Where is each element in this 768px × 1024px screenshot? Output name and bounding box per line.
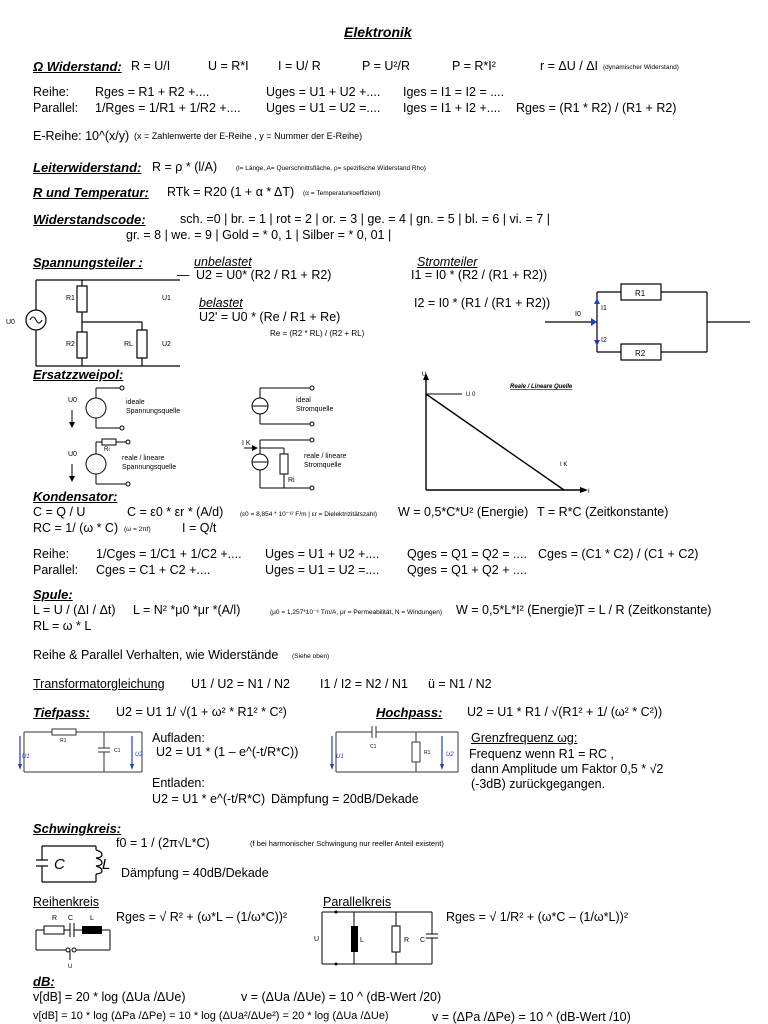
formula: Uges = U1 = U2 =.... <box>265 563 380 577</box>
formula: ü = N1 / N2 <box>428 677 492 691</box>
ideale-spannungsquelle <box>66 384 181 434</box>
formula: Qges = Q1 = Q2 = .... <box>407 547 527 561</box>
formula: Rges = √ R² + (ω*L – (1/ω*C))² <box>116 910 288 924</box>
spannungsteiler-heading: Spannungsteiler : <box>33 255 143 270</box>
widerstand-heading: Ω Widerstand: <box>33 59 122 74</box>
belastet-label: belastet <box>199 296 243 310</box>
note: (dynamischer Widerstand) <box>603 64 679 71</box>
formula: R = U/I <box>131 59 171 73</box>
formula: L = U / (ΔI / Δt) <box>33 603 116 617</box>
c-label: C1 <box>114 748 121 754</box>
note: (x = Zahlenwerte der E-Reihe , y = Nummer der E-Reihe) <box>134 131 363 141</box>
formula: RL = ω * L <box>33 619 92 633</box>
r1-label: R1 <box>635 289 646 298</box>
label: Spannungsquelle <box>122 464 177 471</box>
reihenkreis-circuit <box>32 908 116 970</box>
u-label: U <box>68 964 73 970</box>
reihenkreis-heading: Reihenkreis <box>33 895 100 909</box>
ri-label: Ri <box>104 447 110 453</box>
formula: U = R*I <box>208 59 249 73</box>
tiefpass-circuit <box>18 726 148 776</box>
rl-label: RL <box>124 341 133 348</box>
u-label: U <box>314 936 320 943</box>
note: (ω = 2πf) <box>124 526 151 533</box>
code-line: gr. = 8 | we. = 9 | Gold = * 0, 1 | Silber = * 0, 01 | <box>126 228 392 242</box>
formula: P = R*I² <box>452 59 496 73</box>
formula: Re = (R2 * RL) / (R2 + RL) <box>270 329 365 338</box>
c-label: C1 <box>370 744 377 750</box>
formula: Uges = U1 = U2 =.... <box>266 101 381 115</box>
stromteiler-circuit <box>545 278 755 368</box>
i0-label: I0 <box>575 311 581 318</box>
formula: RC = 1/ (ω * C) <box>33 521 119 535</box>
label: Entladen: <box>152 776 205 790</box>
label: Parallel: <box>33 101 79 115</box>
note: (α = Temperaturkoeffizient) <box>303 190 381 197</box>
label: reale / lineare <box>122 455 165 462</box>
parallelkreis-circuit <box>312 906 442 970</box>
l-label: L <box>360 937 364 944</box>
r-label: R1 <box>60 738 67 744</box>
formula: C = ε0 * εr * (A/d) <box>127 505 224 519</box>
i2-label: I2 <box>601 337 607 344</box>
daempfung: Dämpfung = 40dB/Dekade <box>121 866 269 880</box>
l-label: L <box>90 915 94 922</box>
trafo-heading: Transformatorgleichung <box>33 677 165 691</box>
daempfung: Dämpfung = 20dB/Dekade <box>271 792 419 806</box>
quelle-kennlinie <box>414 370 594 496</box>
graph-title: Reale / Lineare Quelle <box>510 384 573 390</box>
ri-label: Ri <box>288 477 295 484</box>
dash: — <box>177 268 190 282</box>
formula: U2 = U1 * R1 / √(R1² + 1/ (ω² * C²)) <box>467 705 663 719</box>
formula: Rges = (R1 * R2) / (R1 + R2) <box>516 101 677 115</box>
parallelkreis-heading: Parallelkreis <box>323 895 392 909</box>
label: ideal <box>296 397 311 404</box>
formula: r = ΔU / ΔI <box>540 59 599 73</box>
kondensator-heading: Kondensator: <box>33 489 118 504</box>
formula: Cges = C1 + C2 +.... <box>96 563 211 577</box>
formula: Cges = (C1 * C2) / (C1 + C2) <box>538 547 699 561</box>
c-label: C <box>420 937 426 944</box>
formula: Rges = √ 1/R² + (ω*C – (1/ω*L))² <box>446 910 628 924</box>
formula: W = 0,5*C*U² (Energie) <box>398 505 529 519</box>
u2-label: U2 <box>135 752 143 758</box>
note: (l= Länge, A= Querschnittsfläche, ρ= spezifische Widerstand Rho) <box>236 165 426 172</box>
formula: I = Q/t <box>182 521 217 535</box>
formula: Uges = U1 + U2 +.... <box>265 547 380 561</box>
formula: 1/Rges = 1/R1 + 1/R2 +.... <box>95 101 241 115</box>
formula: T = L / R (Zeitkonstante) <box>577 603 712 617</box>
r2-label: R2 <box>66 341 75 348</box>
label: Stromquelle <box>296 406 334 413</box>
label: Stromquelle <box>304 462 342 469</box>
formula: T = R*C (Zeitkonstante) <box>537 505 669 519</box>
u1-label: U1 <box>162 295 171 302</box>
schwingkreis-heading: Schwingkreis: <box>33 821 122 836</box>
l-label: L <box>102 856 111 873</box>
reale-stromquelle <box>238 436 358 494</box>
ik-label: I K <box>242 440 251 447</box>
label: Parallel: <box>33 563 79 577</box>
ersatz-heading: Ersatzzweipol: <box>33 367 124 382</box>
u-axis-label: U <box>422 372 427 378</box>
text: Frequenz wenn R1 = RC , <box>469 747 614 761</box>
schwingkreis-circuit <box>34 842 116 888</box>
temp-heading: R und Temperatur: <box>33 185 149 200</box>
label: Reihe: <box>33 547 70 561</box>
formula: Iges = I1 = I2 = .... <box>403 85 505 99</box>
tiefpass-heading: Tiefpass: <box>33 705 90 720</box>
u1-label: U1 <box>336 754 344 760</box>
formula: Qges = Q1 + Q2 + .... <box>407 563 527 577</box>
formula: U2 = U1 * (1 – e^(-t/R*C)) <box>156 745 299 759</box>
formula: W = 0,5*L*I² (Energie) <box>456 603 579 617</box>
formula: v[dB] = 20 * log (ΔUa /ΔUe) <box>33 990 186 1004</box>
formula: U1 / U2 = N1 / N2 <box>191 677 290 691</box>
page-title: Elektronik <box>344 24 412 40</box>
formula: v = (ΔPa /ΔPe) = 10 ^ (dB-Wert /10) <box>432 1010 631 1024</box>
note: (f bei harmonischer Schwingung nur reeller Anteil existent) <box>250 839 444 848</box>
formula: Uges = U1 + U2 +.... <box>266 85 381 99</box>
formula: f0 = 1 / (2π√L*C) <box>116 836 210 850</box>
c-label: C <box>68 915 74 922</box>
u2-label: U2 <box>446 752 454 758</box>
formula: U2' = U0 * (Re / R1 + Re) <box>199 310 341 324</box>
label: reale / lineare <box>304 453 347 460</box>
r-label: R1 <box>424 750 431 756</box>
note: (Siehe oben) <box>292 653 330 660</box>
db-heading: dB: <box>33 974 55 989</box>
formula: U2 = U0* (R2 / R1 + R2) <box>196 268 332 282</box>
formula: I1 / I2 = N2 / N1 <box>320 677 408 691</box>
formula: v[dB] = 10 * log (ΔPa /ΔPe) = 10 * log (ΔUa²/ΔUe²) = 20 * log (ΔUa /ΔUe) <box>33 1010 389 1022</box>
formula: RTk = R20 (1 + α * ΔT) <box>167 185 295 199</box>
note: (ε0 = 8,854 * 10⁻¹² F/m | εr = Dielektrizitätszahl) <box>240 511 377 518</box>
reihe-parallel-text: Reihe & Parallel Verhalten, wie Widerstände <box>33 648 279 662</box>
text: dann Amplitude um Faktor 0,5 * √2 <box>471 762 664 776</box>
u0-label: U0 <box>68 397 77 404</box>
formula: L = N² *μ0 *μr *(A/l) <box>133 603 241 617</box>
formula: I2 = I0 * (R1 / (R1 + R2)) <box>414 296 551 310</box>
label: Spannungsquelle <box>126 408 181 415</box>
formula: 1/Cges = 1/C1 + 1/C2 +.... <box>96 547 242 561</box>
stromteiler-heading: Stromteiler <box>417 255 478 269</box>
u0-label: U0 <box>68 451 77 458</box>
unbelastet-label: unbelastet <box>194 255 252 269</box>
note: (μ0 = 1,257*10⁻⁶ Tm/A, μr = Permeabilität, N = Windungen) <box>270 609 443 616</box>
formula: I1 = I0 * (R2 / (R1 + R2)) <box>411 268 548 282</box>
spannungsteiler-circuit <box>6 274 200 374</box>
code-heading: Widerstandscode: <box>33 212 146 227</box>
ereihe: E-Reihe: 10^(x/y) <box>33 129 130 143</box>
ik-label: I K <box>560 462 568 468</box>
u0-label: U0 <box>6 319 15 326</box>
label: Reihe: <box>33 85 70 99</box>
u1-label: U1 <box>22 754 30 760</box>
formula: Iges = I1 + I2 +.... <box>403 101 501 115</box>
formula: U2 = U1 * e^(-t/R*C) <box>152 792 266 806</box>
label: ideale <box>126 399 145 406</box>
formula: Rges = R1 + R2 +.... <box>95 85 210 99</box>
formula: P = U²/R <box>362 59 411 73</box>
hochpass-circuit <box>330 726 464 776</box>
u0-label: U 0 <box>466 392 476 398</box>
grenzfrequenz-label: Grenzfrequenz ωg: <box>471 731 578 745</box>
formula: R = ρ * (l/A) <box>152 160 218 174</box>
text: (-3dB) zurückgegangen. <box>471 777 606 791</box>
r-label: R <box>404 937 410 944</box>
formula: I = U/ R <box>278 59 321 73</box>
i1-label: I1 <box>601 305 607 312</box>
code-line: sch. =0 | br. = 1 | rot = 2 | or. = 3 | ge. = 4 | gn. = 5 | bl. = 6 | vi. = 7 | <box>180 212 550 226</box>
r2-label: R2 <box>635 349 646 358</box>
formula: v = (ΔUa /ΔUe) = 10 ^ (dB-Wert /20) <box>241 990 442 1004</box>
c-label: C <box>54 856 65 873</box>
i-axis-label: I <box>588 489 590 495</box>
hochpass-heading: Hochpass: <box>376 705 443 720</box>
formula: C = Q / U <box>33 505 86 519</box>
ideale-stromquelle <box>246 384 356 430</box>
r-label: R <box>52 915 58 922</box>
u2-label: U2 <box>162 341 171 348</box>
label: Aufladen: <box>152 731 205 745</box>
leiter-heading: Leiterwiderstand: <box>33 160 142 175</box>
formula: U2 = U1 1/ √(1 + ω² * R1² * C²) <box>116 705 287 719</box>
reale-spannungsquelle <box>66 438 186 490</box>
spule-heading: Spule: <box>33 587 73 602</box>
r1-label: R1 <box>66 295 75 302</box>
